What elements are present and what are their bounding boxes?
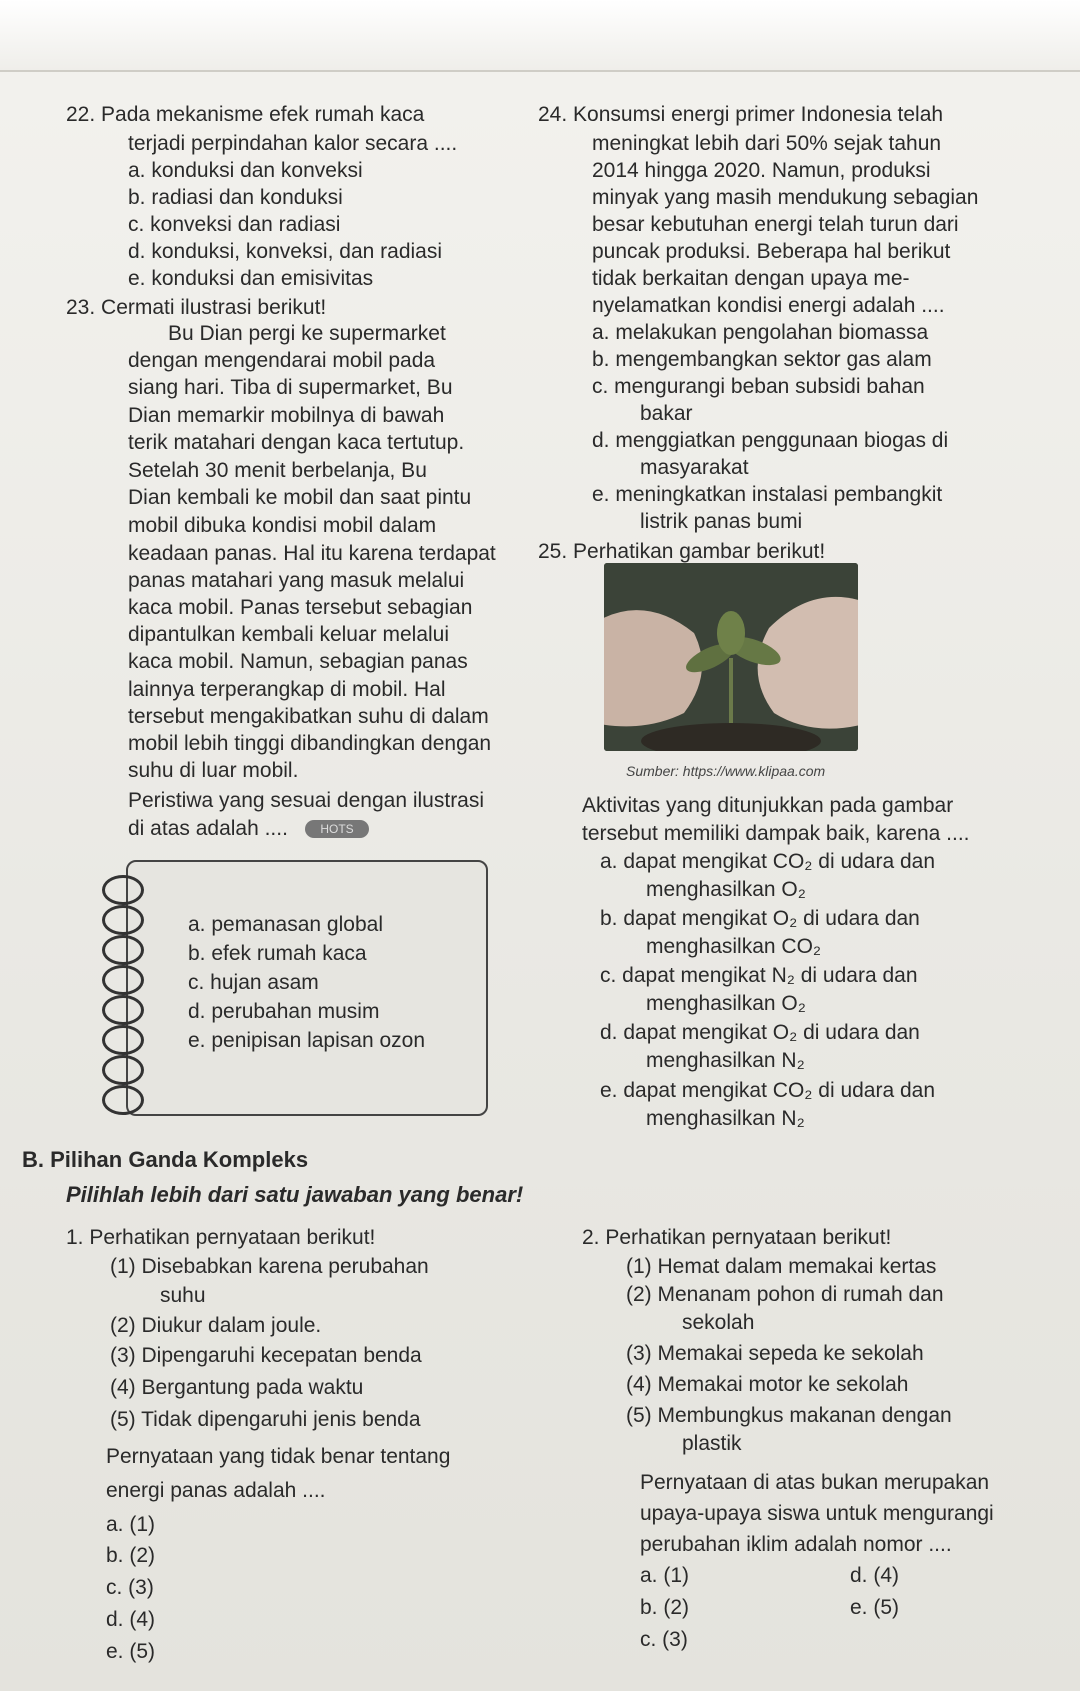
binder-ring-icon — [102, 905, 144, 935]
q23-option-d: d. perubahan musim — [188, 1000, 380, 1023]
q24-line: puncak produksi. Beberapa hal berikut — [592, 240, 951, 263]
q25-option-c: c. dapat mengikat N₂ di udara dan — [600, 964, 918, 987]
q24-line: besar kebutuhan energi telah turun dari — [592, 213, 959, 236]
q23-line: Dian kembali ke mobil dan saat pintu — [128, 486, 472, 509]
q24-option-c: c. mengurangi beban subsidi bahan — [592, 375, 925, 398]
q23-line: dengan mengendarai mobil pada — [128, 349, 436, 372]
q25-prompt-line2: tersebut memiliki dampak baik, karena .... — [582, 822, 970, 845]
q23-line: Dian memarkir mobilnya di bawah — [128, 404, 445, 427]
q24-option-c-cont: bakar — [640, 402, 693, 425]
q22-stem-line1: 22. Pada mekanisme efek rumah kaca — [66, 103, 425, 126]
q23-option-e: e. penipisan lapisan ozon — [188, 1029, 426, 1052]
q23-line: siang hari. Tiba di supermarket, Bu — [128, 376, 453, 399]
q24-option-e: e. meningkatkan instalasi pembangkit — [592, 483, 943, 506]
q24-line: minyak yang masih mendukung sebagian — [592, 186, 979, 209]
binder-ring-icon — [102, 995, 144, 1025]
b2-question-line3: perubahan iklim adalah nomor .... — [640, 1533, 952, 1556]
b1-statement-1-cont: suhu — [160, 1284, 206, 1307]
q25-option-c-cont: menghasilkan O₂ — [646, 992, 806, 1015]
q24-line: 24. Konsumsi energi primer Indonesia telah — [538, 103, 944, 126]
binder-ring-icon — [102, 1055, 144, 1085]
b2-statement-5-cont: plastik — [682, 1432, 742, 1455]
q23-line: lainnya terperangkap di mobil. Hal — [128, 678, 446, 701]
b2-statement-3: (3) Memakai sepeda ke sekolah — [626, 1342, 924, 1365]
q24-option-d: d. menggiatkan penggunaan biogas di — [592, 429, 949, 452]
q24-option-b: b. mengembangkan sektor gas alam — [592, 348, 932, 371]
b1-statement-5: (5) Tidak dipengaruhi jenis benda — [110, 1408, 421, 1431]
b1-statement-1: (1) Disebabkan karena perubahan — [110, 1255, 429, 1278]
b2-question-line2: upaya-upaya siswa untuk mengurangi — [640, 1502, 994, 1525]
q23-line: keadaan panas. Hal itu karena terdapat — [128, 542, 496, 565]
q24-line: 2014 hingga 2020. Namun, produksi — [592, 159, 931, 182]
b1-statement-4: (4) Bergantung pada waktu — [110, 1376, 364, 1399]
b1-option-d: d. (4) — [106, 1608, 156, 1631]
q23-line: tersebut mengakibatkan suhu di dalam — [128, 705, 489, 728]
photo-source-caption: Sumber: https://www.klipaa.com — [626, 763, 826, 779]
b2-option-b: b. (2) — [640, 1596, 690, 1619]
q23-line: mobil dibuka kondisi mobil dalam — [128, 514, 437, 537]
q22-option-e: e. konduksi dan emisivitas — [128, 267, 374, 290]
page-top-edge — [0, 0, 1080, 72]
q25-title: 25. Perhatikan gambar berikut! — [538, 540, 826, 563]
section-b-instruction: Pilihlah lebih dari satu jawaban yang benar! — [66, 1182, 524, 1207]
b2-option-a: a. (1) — [640, 1564, 690, 1587]
b2-option-e: e. (5) — [850, 1596, 900, 1619]
b2-statement-2: (2) Menanam pohon di rumah dan — [626, 1283, 944, 1306]
q25-option-d-cont: menghasilkan N₂ — [646, 1049, 805, 1072]
hots-badge: HOTS — [305, 820, 369, 838]
q25-option-b: b. dapat mengikat O₂ di udara dan — [600, 907, 920, 930]
b2-statement-2-cont: sekolah — [682, 1311, 755, 1334]
q22-option-b: b. radiasi dan konduksi — [128, 186, 343, 209]
q23-title: 23. Cermati ilustrasi berikut! — [66, 296, 327, 319]
q25-option-e-cont: menghasilkan N₂ — [646, 1107, 805, 1130]
b1-statement-2: (2) Diukur dalam joule. — [110, 1314, 322, 1337]
q24-option-a: a. melakukan pengolahan biomassa — [592, 321, 929, 344]
b1-option-e: e. (5) — [106, 1640, 156, 1663]
q25-option-a: a. dapat mengikat CO₂ di udara dan — [600, 850, 936, 873]
q25-option-d: d. dapat mengikat O₂ di udara dan — [600, 1021, 920, 1044]
q23-option-c: c. hujan asam — [188, 971, 319, 994]
b1-title: 1. Perhatikan pernyataan berikut! — [66, 1226, 376, 1249]
q24-line: tidak berkaitan dengan upaya me- — [592, 267, 910, 290]
q25-option-a-cont: menghasilkan O₂ — [646, 878, 806, 901]
q23-line: panas matahari yang masuk melalui — [128, 569, 465, 592]
b2-statement-1: (1) Hemat dalam memakai kertas — [626, 1255, 937, 1278]
q22-option-c: c. konveksi dan radiasi — [128, 213, 341, 236]
q22-option-d: d. konduksi, konveksi, dan radiasi — [128, 240, 443, 263]
binder-ring-icon — [102, 935, 144, 965]
b1-question-line1: Pernyataan yang tidak benar tentang — [106, 1445, 451, 1468]
q24-option-d-cont: masyarakat — [640, 456, 749, 479]
binder-ring-icon — [102, 875, 144, 905]
q22-stem-line2: terjadi perpindahan kalor secara .... — [128, 132, 458, 155]
b2-title: 2. Perhatikan pernyataan berikut! — [582, 1226, 892, 1249]
q23-line: terik matahari dengan kaca tertutup. — [128, 431, 465, 454]
b1-statement-3: (3) Dipengaruhi kecepatan benda — [110, 1344, 422, 1367]
q23-line: kaca mobil. Panas tersebut sebagian — [128, 596, 473, 619]
binder-ring-icon — [102, 1025, 144, 1055]
q23-line: mobil lebih tinggi dibandingkan dengan — [128, 732, 492, 755]
b2-statement-5: (5) Membungkus makanan dengan — [626, 1404, 952, 1427]
q23-line: Bu Dian pergi ke supermarket — [168, 322, 446, 345]
planting-hands-photo — [604, 563, 858, 751]
q24-option-e-cont: listrik panas bumi — [640, 510, 803, 533]
b1-question-line2: energi panas adalah .... — [106, 1479, 326, 1502]
b1-option-c: c. (3) — [106, 1576, 154, 1599]
b2-option-c: c. (3) — [640, 1628, 688, 1651]
b1-option-a: a. (1) — [106, 1513, 156, 1536]
binder-ring-icon — [102, 965, 144, 995]
q23-line: suhu di luar mobil. — [128, 759, 299, 782]
b1-option-b: b. (2) — [106, 1544, 156, 1567]
b2-question-line1: Pernyataan di atas bukan merupakan — [640, 1471, 990, 1494]
q25-prompt-line1: Aktivitas yang ditunjukkan pada gambar — [582, 794, 954, 817]
binder-ring-icon — [102, 1085, 144, 1115]
section-b-heading: B. Pilihan Ganda Kompleks — [22, 1147, 309, 1172]
b2-statement-4: (4) Memakai motor ke sekolah — [626, 1373, 909, 1396]
hands-seedling-illustration — [604, 563, 858, 751]
q23-line: kaca mobil. Namun, sebagian panas — [128, 650, 468, 673]
q23-line: dipantulkan kembali keluar melalui — [128, 623, 450, 646]
q23-prompt-line1: Peristiwa yang sesuai dengan ilustrasi — [128, 789, 485, 812]
q23-option-b: b. efek rumah kaca — [188, 942, 367, 965]
q25-option-e: e. dapat mengikat CO₂ di udara dan — [600, 1079, 936, 1102]
q24-line: nyelamatkan kondisi energi adalah .... — [592, 294, 945, 317]
q25-option-b-cont: menghasilkan CO₂ — [646, 935, 822, 958]
q24-line: meningkat lebih dari 50% sejak tahun — [592, 132, 942, 155]
b2-option-d: d. (4) — [850, 1564, 900, 1587]
q23-option-a: a. pemanasan global — [188, 913, 383, 936]
q22-option-a: a. konduksi dan konveksi — [128, 159, 363, 182]
q23-prompt-line2: di atas adalah .... — [128, 817, 288, 840]
q23-line: Setelah 30 menit berbelanja, Bu — [128, 459, 427, 482]
